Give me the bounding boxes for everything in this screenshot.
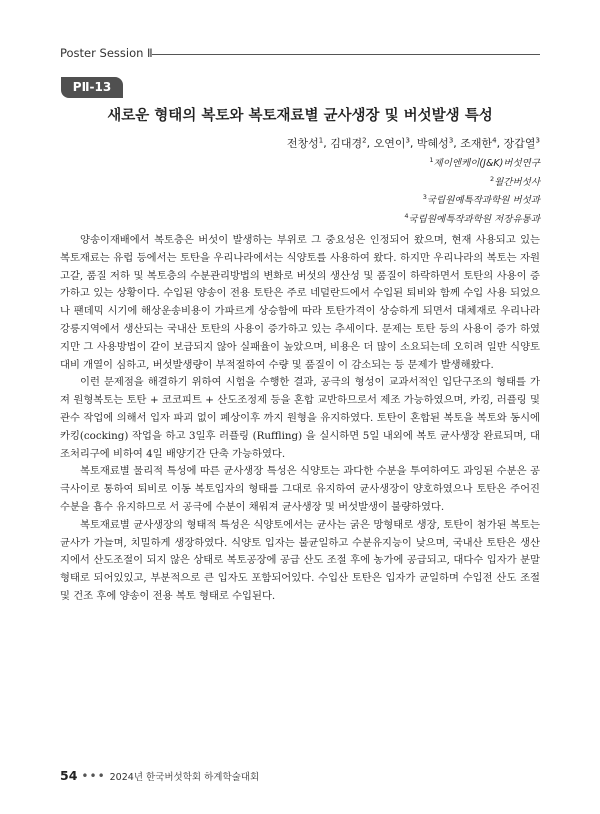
header-rule [152, 54, 540, 55]
affiliation-line [404, 190, 540, 209]
poster-id-badge: PⅡ-13 [61, 77, 123, 98]
author-sup: 3 [405, 136, 410, 145]
section-label: Poster Session Ⅱ [60, 46, 153, 60]
page-footer [60, 765, 259, 781]
affiliation-text: 국립원예특작과학원 저장유통과 [408, 214, 540, 226]
footer-dots: ••• [81, 769, 106, 783]
author-name: 장갑열 [503, 137, 536, 150]
author-list: 전창성$^1$, 김대경$^2$, 오연이$^3$, 박혜성$^3$, 조재한$^4$, 장갑열$^3$ [286, 136, 540, 150]
author-name: 오연이 [373, 137, 406, 150]
affiliation-list [404, 153, 540, 228]
author-sup: 3 [535, 136, 540, 145]
affiliation-line [404, 172, 540, 191]
affiliation-text: 제이엔케이(J&K)버섯연구 [433, 158, 540, 170]
abstract-body [60, 232, 540, 606]
affiliation-line [404, 153, 540, 172]
affiliation-sup: 3 [422, 193, 427, 202]
affiliation-sup: 2 [489, 174, 495, 183]
author-name: 전창성 [286, 137, 319, 150]
paper-title: 새로운 형태의 복토와 복토재료별 균사생장 및 버섯발생 특성 [107, 108, 493, 124]
affiliation-sup: 1 [429, 156, 434, 164]
author-name: 박혜성 [416, 137, 449, 150]
affiliation-line [404, 209, 540, 228]
affiliation-text: 국립원예특작과학원 버섯과 [426, 195, 540, 207]
body-paragraph: 양송이재배에서 복토층은 버섯이 발생하는 부위로 그 중요성은 인정되어 왔으며, 현재 사용되고 있는 복토재료는 유럽 등에서는 토탄을 우리나라에서는 식양토를 사용하여 왔다. 하지만 우리나라의 복토는 자원 고갈, 품질 저하 및 복토층의 수분관리방법의 변화로 버섯의 생산성 및 품질이 하락하면서 토탄의 사용이 증가하고 있는 상황이다. 수입된 양송이 전용 토탄은 주로 네덜란드에서 수입된 퇴비와 함께 수입 사용 되었으나 팬데믹 시기에 해상운송비용이 가파르게 상승함에 따라 토탄가격이 상승하게 되면서 대체재로 우리나라 강릉지역에서 생산되는 국내산 토탄의 사용이 증가하고 있는 추세이다. 문제는 토탄 등의 사용이 증가 하였지만 그 사용방법이 같이 보급되지 않아 실패율이 높았으며, 비용은 더 많이 소요되는데 오히려 일반 식양토 대비 개열이 심하고, 버섯발생량이 부적절하여 수량 및 품질이 이 감소되는 등 문제가 발생해왔다. [60, 234, 540, 371]
author-sup: 1 [318, 136, 324, 145]
author-name: 김대경 [330, 137, 363, 150]
page-number: 54 [60, 768, 78, 783]
affiliation-text: 월간버섯사 [494, 176, 540, 188]
body-paragraph: 복토재료별 균사생장의 형태적 특성은 식양토에서는 균사는 굵은 망형태로 생장, 토탄이 첨가된 복토는 균사가 가늘며, 치밀하게 생장하였다. 식양토 입자는 불균일하고 수분유지능이 낮으며, 국내산 토탄은 생산지에서 산도조절이 되지 않은 상태로 복토공장에 공급 산도 조절 후에 농가에 공급되고, 대다수 입자가 분말 형태로 되어있있고, 부분적으로 큰 입자도 포함되어있다. 수입산 토탄은 입자가 균일하며 수입전 산도 조절 및 건조 후에 양송이 전용 복토 형태로 수입된다. [60, 518, 540, 602]
body-paragraph: 이런 문제점을 해결하기 위하여 시험을 수행한 결과, 공극의 형성이 교과서적인 입단구조의 형태를 가져 원형복토는 토탄 + 코코피트 + 산도조정제 등을 혼합 교반하므로서 제조 가능하였으며, 카킹, 러플링 및 관수 작업에 의해서 입자 파괴 없이 폐상이후 까지 원형을 유지하였다. 토탄이 혼합된 복토을 복토와 동시에 카킹(cocking) 작업을 하고 3일후 러플링 (Ruffling) 을 실시하면 5일 내외에 복토 균사생장 완료되며, 대조처리구에 비하여 4일 배양기간 단축 가능하였다. [60, 376, 540, 460]
conference-name: 2024년 한국버섯학회 하계학술대회 [109, 772, 260, 783]
affiliation-sup: 4 [404, 211, 409, 220]
author-sup: 4 [492, 136, 497, 145]
body-paragraph: 복토재료별 물리적 특성에 따른 균사생장 특성은 식양토는 과다한 수분을 투여하여도 과잉된 수분은 공극사이로 통하여 퇴비로 이동 복토입자의 형태를 그대로 유지하여 균사생장이 양호하였으나 토탄은 주어진 수분을 흡수 유지하므로 서 공극에 수분이 채워져 균사생장 및 버섯발생이 불량하였다. [60, 465, 540, 513]
author-sup: 3 [448, 136, 454, 145]
page-header [60, 46, 540, 62]
author-sup: 2 [362, 136, 367, 145]
author-name: 조재한 [460, 137, 493, 150]
